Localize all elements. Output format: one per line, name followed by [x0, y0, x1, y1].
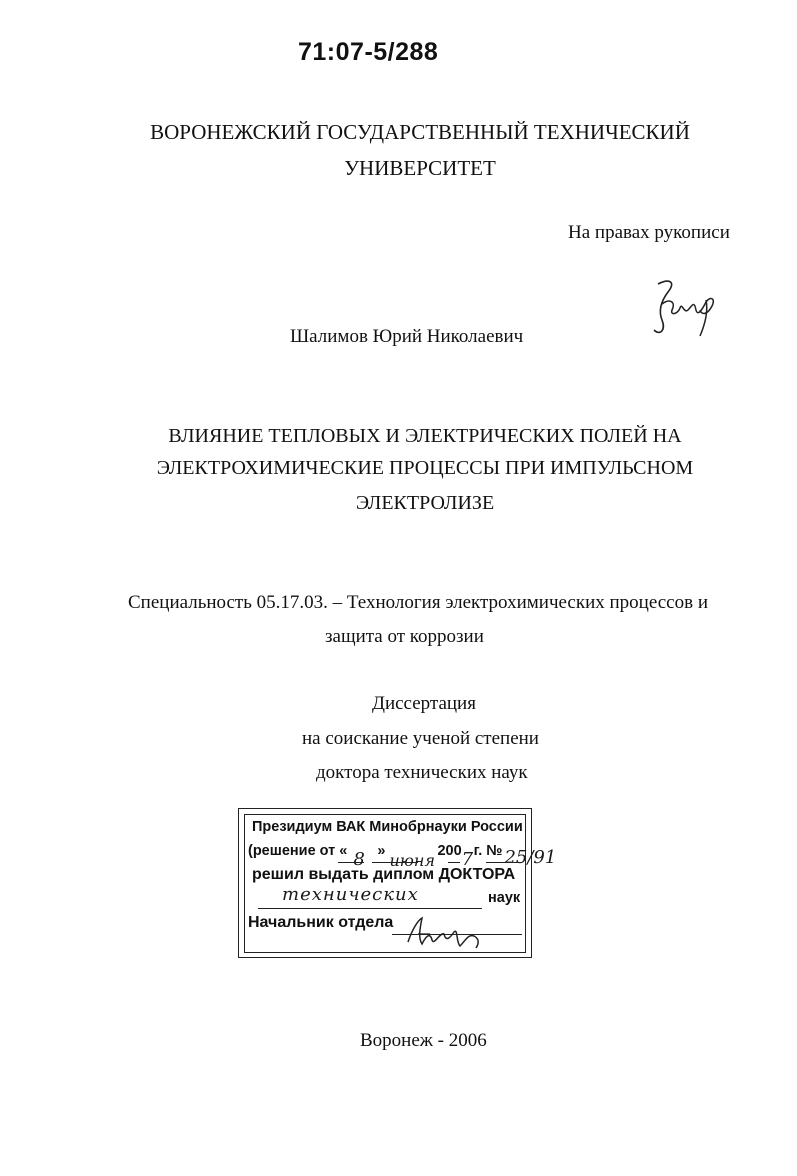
- stamp-doctor-line: решил выдать диплом ДОКТОРА: [252, 866, 516, 883]
- university-name-line2: УНИВЕРСИТЕТ: [344, 156, 496, 180]
- specialty-line2: защита от коррозии: [325, 626, 484, 647]
- university-name-line1: ВОРОНЕЖСКИЙ ГОСУДАРСТВЕННЫЙ ТЕХНИЧЕСКИЙ: [150, 120, 690, 144]
- stamp-year-prefix: 200: [437, 843, 462, 859]
- stamp-field-suffix: наук: [488, 890, 521, 906]
- stamp-head-label: Начальник отдела: [248, 914, 394, 931]
- stamp-day: 8: [353, 849, 365, 870]
- stamp-month-underline: [372, 862, 418, 863]
- stamp-year-underline: [448, 862, 460, 863]
- dissertation-title-line3: ЭЛЕКТРОЛИЗЕ: [355, 492, 495, 514]
- stamp-signature: [396, 912, 486, 956]
- stamp-number-underline: [486, 862, 522, 863]
- stamp-number: 25/91: [504, 847, 557, 868]
- stamp-day-underline: [338, 862, 364, 863]
- stamp-year-digit: 7: [461, 849, 474, 870]
- stamp-month: июня: [389, 851, 435, 870]
- dissertation-title-line1: ВЛИЯНИЕ ТЕПЛОВЫХ И ЭЛЕКТРИЧЕСКИХ ПОЛЕЙ НА: [168, 425, 682, 447]
- stamp-decision-line: (решение от « 8 » июня 200 7 г. № 25/91: [248, 843, 557, 870]
- specialty-line1: Специальность 05.17.03. – Технология электрохимических процессов и: [128, 592, 708, 613]
- city-year: Воронеж - 2006: [360, 1030, 487, 1051]
- author-signature: [640, 270, 730, 340]
- author-name: Шалимов Юрий Николаевич: [290, 326, 524, 347]
- dissertation-label: Диссертация: [372, 693, 476, 714]
- stamp-year-suffix: г. №: [473, 843, 503, 859]
- stamp-presidium-line: Президиум ВАК Минобрнауки России: [252, 819, 523, 835]
- stamp-field-handwritten: технических: [282, 884, 419, 905]
- call-number: 71:07-5/288: [298, 38, 439, 66]
- degree-name: доктора технических наук: [316, 762, 528, 783]
- dissertation-title-line2: ЭЛЕКТРОХИМИЧЕСКИЕ ПРОЦЕССЫ ПРИ ИМПУЛЬСНОМ: [156, 457, 694, 479]
- stamp-field-underline: [258, 908, 482, 909]
- stamp-decision-prefix: (решение от «: [248, 843, 348, 859]
- degree-purpose: на соискание ученой степени: [302, 728, 539, 749]
- manuscript-rights: На правах рукописи: [568, 222, 730, 243]
